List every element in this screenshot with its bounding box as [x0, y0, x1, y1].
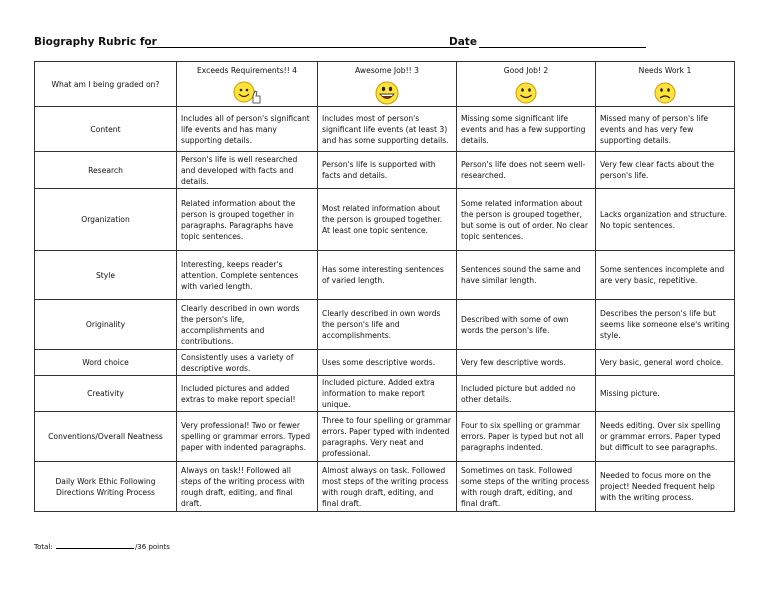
rubric-cell: Four to six spelling or grammar errors. Paper is typed but not all paragraphs indented.: [457, 412, 596, 462]
rubric-cell: Almost always on task. Followed most steps of the writing process with rough draft, editing, and final draft.: [318, 462, 457, 512]
rubric-cell: Related information about the person is grouped together in paragraphs. Paragraphs have topic sentences.: [177, 189, 318, 251]
rubric-title: Biography Rubric for: [34, 36, 157, 48]
date-blank: [479, 47, 646, 48]
rubric-cell: Describes the person's life but seems like someone else's writing style.: [596, 300, 735, 350]
criterion-label: Creativity: [35, 376, 177, 412]
rubric-cell: Person's life is supported with facts and details.: [318, 152, 457, 189]
criterion-label: Word choice: [35, 350, 177, 376]
column-label: Awesome Job!! 3: [355, 66, 419, 75]
student-name-blank: [147, 47, 469, 48]
rubric-cell: Missing some significant life events and has a few supporting details.: [457, 107, 596, 152]
table-row: [35, 412, 735, 462]
table-row: [35, 350, 735, 376]
rubric-cell: Includes all of person's significant life events and has many supporting details.: [177, 107, 318, 152]
rubric-cell: Interesting, keeps reader's attention. Complete sentences with varied length.: [177, 251, 318, 300]
table-row: [35, 107, 735, 152]
column-header-3: [318, 62, 457, 107]
rubric-cell: Three to four spelling or grammar errors. Paper typed with indented paragraphs. Very neat and professional.: [318, 412, 457, 462]
rubric-cell: Very professional! Two or fewer spelling or grammar errors. Typed paper with indented paragraphs.: [177, 412, 318, 462]
rubric-cell: Has some interesting sentences of varied length.: [318, 251, 457, 300]
smiley-thumbs-up-icon: [232, 79, 262, 105]
total-points: [34, 543, 170, 551]
rubric-cell: Very few clear facts about the person's life.: [596, 152, 735, 189]
rubric-cell: Very basic, general word choice.: [596, 350, 735, 376]
rubric-cell: Clearly described in own words the person's life and accomplishments.: [318, 300, 457, 350]
criterion-label: Originality: [35, 300, 177, 350]
rubric-header: [34, 36, 734, 52]
rubric-cell: Always on task!! Followed all steps of the writing process with rough draft, editing, and final draft.: [177, 462, 318, 512]
rubric-header-row: [35, 62, 735, 107]
smiley-face-icon: [511, 79, 541, 105]
column-header-1: [596, 62, 735, 107]
date-label: Date: [449, 36, 477, 48]
total-blank: [56, 548, 134, 549]
criterion-label: Conventions/Overall Neatness: [35, 412, 177, 462]
criterion-label: Organization: [35, 189, 177, 251]
criterion-label: Research: [35, 152, 177, 189]
rubric-cell: Needed to focus more on the project! Needed frequent help with the writing process.: [596, 462, 735, 512]
rubric-cell: Person's life is well researched and developed with facts and details.: [177, 152, 318, 189]
rubric-cell: Consistently uses a variety of descriptive words.: [177, 350, 318, 376]
rubric-cell: Described with some of own words the person's life.: [457, 300, 596, 350]
rubric-cell: Very few descriptive words.: [457, 350, 596, 376]
rubric-cell: Some related information about the person is grouped together, but some is out of order. No clear topic sentences.: [457, 189, 596, 251]
big-grin-smiley-icon: [372, 79, 402, 105]
corner-label: What am I being graded on?: [35, 62, 177, 107]
column-header-2: [457, 62, 596, 107]
table-row: [35, 189, 735, 251]
column-label: Needs Work 1: [638, 66, 692, 75]
rubric-cell: Person's life does not seem well-researched.: [457, 152, 596, 189]
table-row: [35, 300, 735, 350]
total-label: Total:: [34, 543, 53, 551]
rubric-cell: Included picture. Added extra information to make report unique.: [318, 376, 457, 412]
column-header-4: [177, 62, 318, 107]
sad-face-icon: [650, 79, 680, 105]
table-row: [35, 251, 735, 300]
rubric-cell: Included pictures and added extras to make report special!: [177, 376, 318, 412]
rubric-cell: Needs editing. Over six spelling or grammar errors. Paper typed but difficult to see paragraphs.: [596, 412, 735, 462]
column-label: Exceeds Requirements!! 4: [197, 66, 297, 75]
rubric-cell: Included picture but added no other details.: [457, 376, 596, 412]
rubric-cell: Sometimes on task. Followed some steps of the writing process with rough draft, editing, and final draft.: [457, 462, 596, 512]
table-row: [35, 152, 735, 189]
rubric-cell: Most related information about the person is grouped together. At least one topic sentence.: [318, 189, 457, 251]
rubric-cell: Missing picture.: [596, 376, 735, 412]
table-row: [35, 376, 735, 412]
total-suffix: /36 points: [134, 543, 170, 551]
rubric-cell: Includes most of person's significant life events (at least 3) and has some supporting details.: [318, 107, 457, 152]
criterion-label: Daily Work Ethic Following Directions Writing Process: [35, 462, 177, 512]
rubric-cell: Some sentences incomplete and are very basic, repetitive.: [596, 251, 735, 300]
criterion-label: Style: [35, 251, 177, 300]
criterion-label: Content: [35, 107, 177, 152]
rubric-cell: Lacks organization and structure. No topic sentences.: [596, 189, 735, 251]
rubric-table: [34, 61, 735, 512]
column-label: Good Job! 2: [503, 66, 549, 75]
rubric-cell: Uses some descriptive words.: [318, 350, 457, 376]
table-row: [35, 462, 735, 512]
rubric-cell: Clearly described in own words the person's life, accomplishments and contributions.: [177, 300, 318, 350]
rubric-cell: Missed many of person's life events and has very few supporting details.: [596, 107, 735, 152]
rubric-cell: Sentences sound the same and have similar length.: [457, 251, 596, 300]
